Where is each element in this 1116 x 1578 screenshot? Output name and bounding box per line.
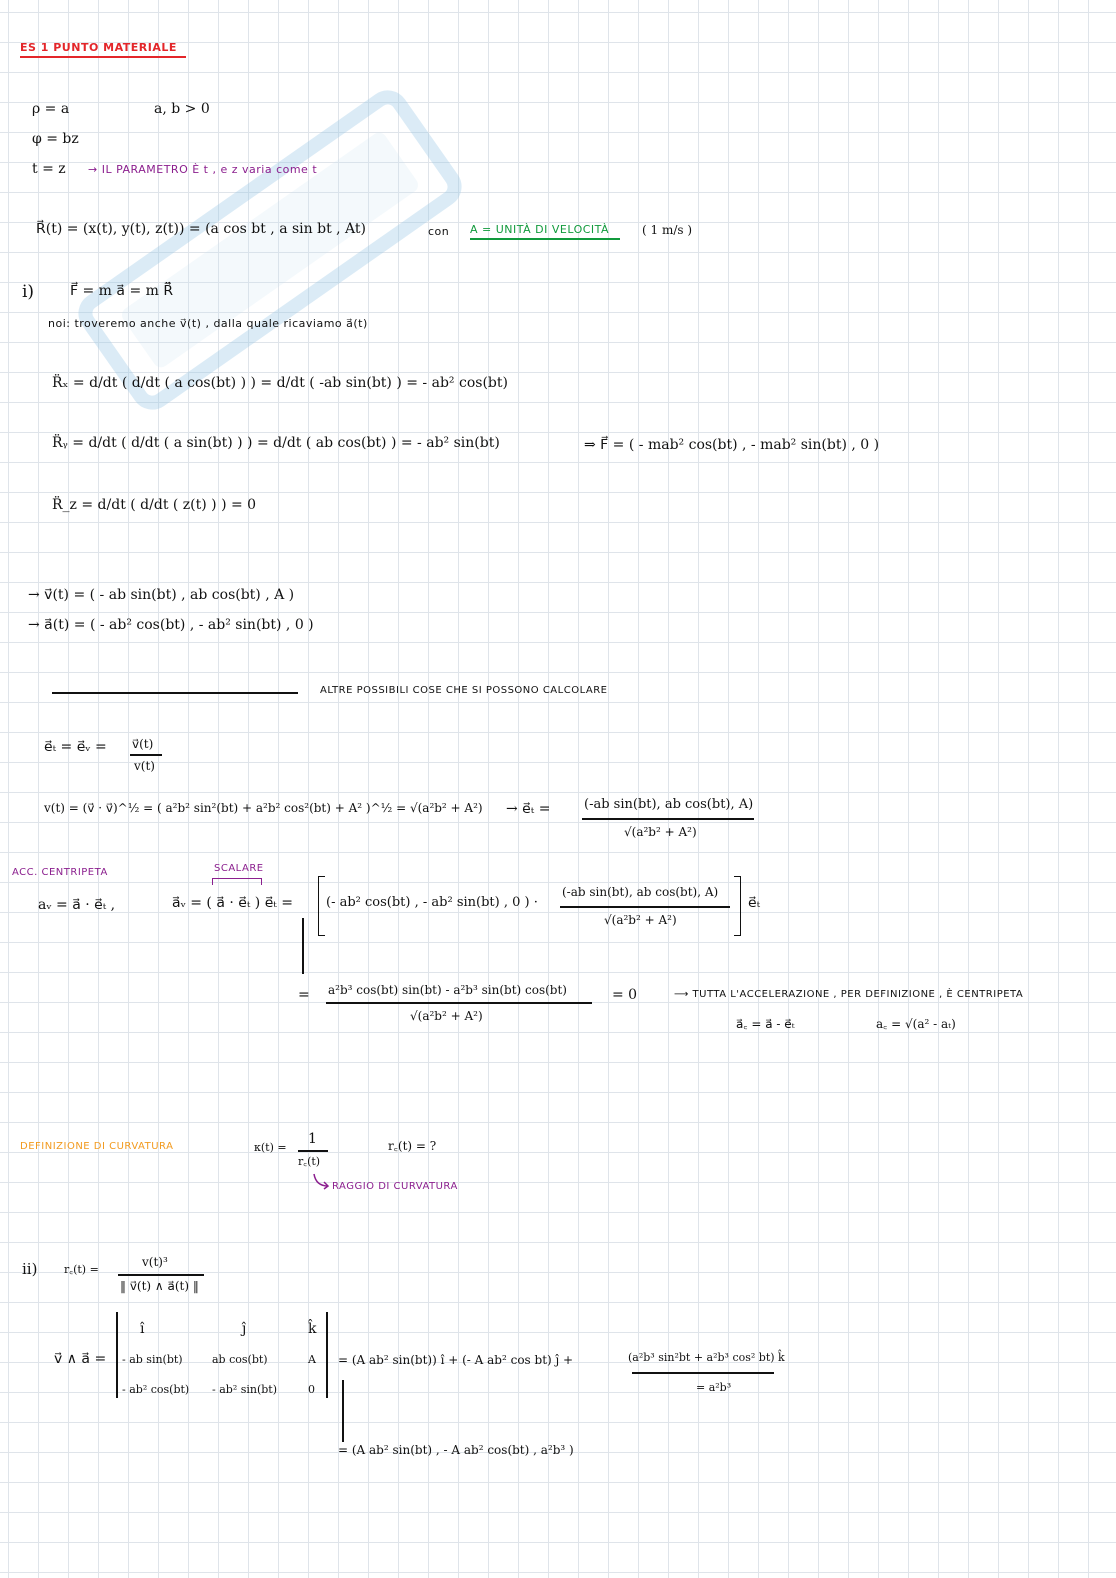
param-t: t = z bbox=[32, 161, 66, 177]
an-fraction-numerator: (-ab sin(bt), ab cos(bt), A) bbox=[562, 885, 719, 899]
title-underline bbox=[20, 56, 186, 58]
unit-k: k̂ bbox=[308, 1321, 317, 1337]
cross-product-lhs: v⃗ ∧ a⃗ = bbox=[54, 1351, 107, 1367]
tutta-note: ⟶ TUTTA L'ACCELERAZIONE , PER DEFINIZIONE , È CENTRIPETA bbox=[674, 989, 1024, 1000]
et-result-numerator: (-ab sin(bt), ab cos(bt), A) bbox=[584, 797, 754, 812]
rc-denominator: ‖ v⃗(t) ∧ a⃗(t) ‖ bbox=[120, 1279, 199, 1293]
raggio-arrow-icon bbox=[312, 1172, 332, 1192]
rc-numerator: v(t)³ bbox=[142, 1255, 168, 1269]
determinant-left-bar bbox=[116, 1312, 118, 1398]
cross-result-numerator: (a²b³ sin²bt + a²b³ cos² bt) k̂ bbox=[628, 1351, 785, 1364]
curvature-bar bbox=[298, 1150, 328, 1152]
matrix-12: ab cos(bt) bbox=[212, 1353, 268, 1366]
et-result-bar bbox=[582, 818, 754, 820]
bracket-content: (- ab² cos(bt) , - ab² sin(bt) , 0 ) · bbox=[326, 895, 538, 910]
matrix-23: 0 bbox=[308, 1383, 315, 1396]
Rz-derivation: R̈_z = d/dt ( d/dt ( z(t) ) ) = 0 bbox=[52, 497, 257, 513]
scalare-label: SCALARE bbox=[214, 863, 264, 874]
curvature-numerator: 1 bbox=[308, 1131, 317, 1147]
bracket-right bbox=[734, 876, 741, 936]
other-heading: ALTRE POSSIBILI COSE CHE SI POSSONO CALCOLARE bbox=[320, 685, 608, 696]
bracket-left bbox=[318, 876, 325, 936]
rc-formula: r꜀(t) = bbox=[64, 1263, 99, 1276]
ac-equation: a⃗꜀ = a⃗ - e⃗ₜ bbox=[736, 1017, 795, 1031]
et-result-lhs: → e⃗ₜ = bbox=[506, 801, 551, 817]
cross-result-2: = (A ab² sin(bt) , - A ab² cos(bt) , a²b³ ) bbox=[338, 1443, 574, 1457]
force-equation: F⃗ = m a⃗ = m R̈⃗ bbox=[70, 283, 174, 299]
Rx-derivation: R̈ₓ = d/dt ( d/dt ( a cos(bt) ) ) = d/dt ( -ab sin(bt) ) = - ab² cos(bt) bbox=[52, 375, 508, 391]
et-fraction-bar bbox=[130, 754, 162, 756]
A-underline bbox=[470, 238, 620, 240]
an-zero: = 0 bbox=[612, 987, 638, 1003]
an-denominator-2: √(a²b² + A²) bbox=[410, 1009, 483, 1023]
cross-result-bar bbox=[632, 1372, 774, 1374]
ac-magnitude: a꜀ = √(a² - aₜ) bbox=[876, 1017, 956, 1031]
unit-j: ĵ bbox=[242, 1321, 247, 1337]
position-equation: R⃗(t) = (x(t), y(t), z(t)) = (a cos bt , a sin bt , At) bbox=[36, 221, 367, 237]
position-con: con bbox=[428, 225, 450, 238]
rc-bar bbox=[118, 1274, 204, 1276]
determinant-right-bar bbox=[326, 1312, 328, 1398]
an-vector: a⃗ᵥ = ( a⃗ · e⃗ₜ ) e⃗ₜ = bbox=[172, 895, 293, 911]
matrix-21: - ab² cos(bt) bbox=[122, 1383, 190, 1396]
cross-result-denominator: = a²b³ bbox=[696, 1381, 732, 1394]
section-divider bbox=[52, 692, 298, 694]
curvature-denominator: r꜀(t) bbox=[298, 1155, 321, 1168]
param-note: → IL PARAMETRO È t , e z varia come t bbox=[88, 163, 318, 176]
param-rho: ρ = a bbox=[32, 101, 70, 117]
et-denominator: v(t) bbox=[134, 759, 155, 773]
param-ab: a, b > 0 bbox=[154, 101, 210, 117]
an-fraction-bar bbox=[560, 906, 730, 908]
force-result: ⇒ F⃗ = ( - mab² cos(bt) , - mab² sin(bt) , 0 ) bbox=[584, 437, 880, 453]
derivation-line bbox=[302, 918, 304, 974]
raggio-label: RAGGIO DI CURVATURA bbox=[332, 1181, 458, 1192]
an-fraction-denominator: √(a²b² + A²) bbox=[604, 913, 677, 927]
Ry-derivation: R̈ᵧ = d/dt ( d/dt ( a sin(bt) ) ) = d/dt ( ab cos(bt) ) = - ab² sin(bt) bbox=[52, 435, 500, 451]
A-unit: ( 1 m/s ) bbox=[642, 223, 693, 237]
watermark-logo bbox=[40, 40, 500, 460]
page-title: ES 1 PUNTO MATERIALE bbox=[20, 41, 177, 54]
unit-i: î bbox=[140, 1321, 145, 1337]
eq-sign: = bbox=[298, 987, 310, 1003]
param-phi: φ = bz bbox=[32, 131, 79, 147]
an-scalar: aᵥ = a⃗ · e⃗ₜ , bbox=[38, 897, 116, 913]
matrix-11: - ab sin(bt) bbox=[122, 1353, 183, 1366]
part-i-note: noi: troveremo anche v⃗(t) , dalla quale ricaviamo a⃗(t) bbox=[48, 317, 368, 330]
part-i-label: i) bbox=[22, 282, 35, 302]
rc-question: r꜀(t) = ? bbox=[388, 1139, 437, 1153]
matrix-13: A bbox=[308, 1353, 316, 1366]
derivation-line-2 bbox=[342, 1380, 344, 1442]
scalare-bracket bbox=[212, 878, 262, 885]
an-fraction-bar-2 bbox=[326, 1002, 592, 1004]
acceleration-vector: → a⃗(t) = ( - ab² cos(bt) , - ab² sin(bt) , 0 ) bbox=[28, 617, 314, 633]
centripeta-label: ACC. CENTRIPETA bbox=[12, 867, 108, 878]
et-result-denominator: √(a²b² + A²) bbox=[624, 825, 697, 839]
et-numerator: v⃗(t) bbox=[132, 737, 154, 751]
velocity-vector: → v⃗(t) = ( - ab sin(bt) , ab cos(bt) , A ) bbox=[28, 587, 295, 603]
curvature-k: κ(t) = bbox=[254, 1141, 287, 1154]
matrix-22: - ab² sin(bt) bbox=[212, 1383, 278, 1396]
speed-equation: v(t) = (v⃗ · v⃗)^½ = ( a²b² sin²(bt) + a²b² cos²(bt) + A² )^½ = √(a²b² + A²) bbox=[44, 801, 483, 815]
an-et: e⃗ₜ bbox=[748, 895, 761, 911]
A-definition: A = UNITÀ DI VELOCITÀ bbox=[470, 223, 610, 236]
cross-result-1: = (A ab² sin(bt)) î + (- A ab² cos bt) ĵ + bbox=[338, 1353, 574, 1367]
part-ii-label: ii) bbox=[22, 1260, 38, 1278]
et-definition: e⃗ₜ = e⃗ᵥ = bbox=[44, 739, 107, 755]
curvatura-label: DEFINIZIONE DI CURVATURA bbox=[20, 1141, 174, 1152]
an-numerator-2: a²b³ cos(bt) sin(bt) - a²b³ sin(bt) cos(bt) bbox=[328, 983, 567, 997]
